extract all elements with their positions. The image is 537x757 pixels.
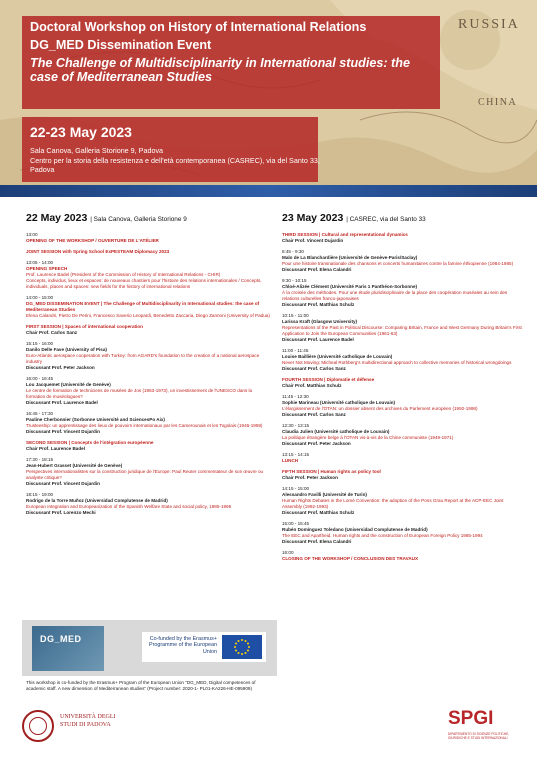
day2-line: FOURTH SESSION | Diplomatie et défense (282, 377, 375, 382)
day2-line: Discussant Prof. Peter Jackson (282, 441, 351, 446)
day2-line: 9:30 - 10:15 (282, 278, 307, 283)
day2-date: 23 May 2023 (282, 212, 344, 224)
map-label-russia: RUSSIA (458, 17, 520, 32)
day2-block (282, 486, 522, 516)
day1-line: Chair Prof. Carlos Sanz (26, 330, 78, 335)
day2-line: The EEC and Apartheid. Human rights and the construction of European Foreign Policy 1985-1994 (282, 533, 483, 538)
day2-line: 8:45 - 9:30 (282, 249, 304, 254)
day1-block (26, 295, 270, 319)
day1-date: 22 May 2023 (26, 212, 88, 224)
day1-block (26, 249, 270, 255)
day2-block (282, 232, 522, 244)
day2-block (282, 394, 522, 418)
day2-line: 12:30 - 13:15 (282, 423, 310, 428)
day2-line: Alessandro Favilli (Université de Turin) (282, 492, 367, 497)
day1-line: Discussant Prof. Vincent Dujardin (26, 481, 100, 486)
day2-line: 15:00 - 15:45 (282, 521, 310, 526)
event-subtitle: The Challenge of Multidisciplinarity in International studies: the case of Mediterranean Studies (30, 56, 410, 84)
day2-line: LUNCH (282, 458, 299, 463)
day1-line: Le centre de formation de techniciens de musées de Jos (1963-1973), un investissement de l'UNESCO dans la formation de muséologues? (26, 388, 253, 399)
cofunded-text: Co-funded by the Erasmus+ Programme of the European Union (148, 636, 217, 655)
day1-line: Euro-Atlantic aerospace cooperation with Turkey: from AGARD's foundation to the creation of a national aerospace industry (26, 353, 260, 364)
day1-line: Pauline Cherbonnier (Sorbonne Université and SciencesPo Aix) (26, 417, 165, 422)
spgi-logo-mark: SPGI (448, 708, 494, 729)
day1-line: European Integration and Europeanization of the Spanish Welfare State and social policy, 1985-1995 (26, 504, 232, 509)
dgmed-logo (32, 626, 104, 671)
unipd-logo (22, 710, 132, 748)
day1-line: OPENING OF THE WORKSHOP / OUVERTURE DE L'ATÉLIER (26, 238, 159, 243)
day2-line: FIFTH SESSION | Human rights as policy tool (282, 469, 381, 474)
day1-line: Discussant Prof. Lorenzo Mechi (26, 510, 96, 515)
day1-line: JOINT SESSION with Spring School ExPESTEAM Diplomacy 2023 (26, 249, 170, 254)
day2-line: 13:15 - 14:15 (282, 452, 310, 457)
day1-line: Jean-Hubert Grasset (Université de Genève) (26, 463, 123, 468)
day2-line: Rubén Domínguez Toledano (Universidad Complutense de Madrid) (282, 527, 428, 532)
day2-line: Never Not Moving: Micheal Rothberg's multidirectional approach to collective memories of historical wrongdoings (282, 360, 512, 365)
day1-line: Concepts, individus, lieux et espaces: de nouveaux chantiers pour l'histoire des relations internationales / Concepts, individuals, places and spaces: new fields for the history of international relations (26, 278, 262, 289)
day1-line: Perspectives internationalistes sur la construction juridique de l'Europe: Paul Reuter commentateur de son œuvre ou analyste critique? (26, 469, 264, 480)
venue-secondary: Centro per la storia della resistenza e dell'età contemporanea (CASREC), via del Santo 33, Padova (30, 156, 320, 174)
day1-line: OPENING SPEECH (26, 266, 68, 271)
day1-line: 15:15 - 16:00 (26, 341, 54, 346)
day2-line: Malo de La Blanchardière (Université de Genève-Paris/Saclay) (282, 255, 418, 260)
day2-line: Human Rights Debates in the Lomé Convention: the adoption of the Pons Grau Report at the ACP-EEC Joint Assembly (1992-1993) (282, 498, 504, 509)
day2-line: Chair Prof. Matthias Schulz (282, 383, 342, 388)
day2-line: Claudia Julien (Université catholique de Louvain) (282, 429, 390, 434)
venue-primary: Sala Canova, Galleria Storione 9, Padova (30, 146, 164, 155)
day1-block (26, 324, 270, 336)
day1-line: 14:00 - 15:00 (26, 295, 54, 300)
eu-flag-icon (222, 635, 262, 659)
day1-line: 16:00 - 16:45 (26, 376, 54, 381)
day1-line: Danilo Delle Fave (University of Pisa) (26, 347, 107, 352)
day1-line: Lou Jacquemet (Université de Genève) (26, 382, 111, 387)
day1-line: Discussant Prof. Vincent Dujardin (26, 429, 100, 434)
day2-line: Chloé-Alizée Clément (Université Paris 1 Panthéon-Sorbonne) (282, 284, 418, 289)
day1-block (26, 376, 270, 406)
day2-line: CLOSING OF THE WORKSHOP / CONCLUSION DES TRAVAUX (282, 556, 419, 561)
day2-column (282, 212, 522, 567)
day1-block (26, 341, 270, 371)
day2-line: Discussant Prof. Matthias Schulz (282, 302, 355, 307)
map-label-china: CHINA (478, 97, 518, 108)
dgmed-logo-text: DG_MED (40, 634, 82, 644)
day1-column (26, 212, 270, 521)
header-banner (0, 0, 537, 185)
day1-line: Rodrigo de la Torre Muñoz (Universidad Complutense de Madrid) (26, 498, 168, 503)
day2-line: Larissa Kraft (Glasgow University) (282, 319, 358, 324)
day2-block (282, 278, 522, 308)
day1-block (26, 440, 270, 452)
day1-line: Chair Prof. Laurence Badel (26, 446, 85, 451)
day2-line: 10:15 - 11:00 (282, 313, 309, 318)
workshop-title: Doctoral Workshop on History of International Relations (30, 20, 367, 34)
day2-line: La politique étrangère belge à l'OTAN vis-à-vis de la Chine communiste (1949-1971) (282, 435, 454, 440)
day1-heading (26, 212, 270, 224)
day2-line: Chair Prof. Vincent Dujardin (282, 238, 344, 243)
day2-block (282, 348, 522, 372)
day2-line: Discussant Prof. Elena Calandri (282, 267, 352, 272)
unipd-seal-icon (22, 710, 54, 742)
day2-block (282, 377, 522, 389)
day2-line: 11:45 - 12:30 (282, 394, 309, 399)
day2-line: Representations of the Past in Political Discourse: Comparing Britain, France and West Germany During Britain's First Application to Join the European Communities (1961-63) (282, 325, 522, 336)
day2-line: Louise Baillière (Université catholique de Louvain) (282, 354, 393, 359)
event-title: DG_MED Dissemination Event (30, 38, 212, 52)
day1-line: 13:00 (26, 232, 38, 237)
day2-line: Sophie Marineau (Université catholique de Louvain) (282, 400, 396, 405)
day2-line: Discussant Prof. Carlos Sanz (282, 412, 346, 417)
spgi-logo (448, 708, 518, 750)
day1-block (26, 411, 270, 435)
day1-program (26, 232, 270, 516)
day2-heading (282, 212, 522, 224)
day1-venue: | Sala Canova, Galleria Storione 9 (90, 216, 187, 223)
day2-block (282, 423, 522, 447)
day1-line: 16:45 - 17:30 (26, 411, 54, 416)
day2-line: Discussant Prof. Elena Calandri (282, 539, 352, 544)
day2-line: Discussant Prof. Matthias Schulz (282, 510, 355, 515)
day2-block (282, 452, 522, 464)
day2-line: Pour une histoire transnationale des chansons et concerts humanitaires contre la famine éthiopienne (1984-1985) (282, 261, 514, 266)
event-date: 22-23 May 2023 (30, 124, 132, 140)
day2-line: Chair Prof. Peter Jackson (282, 475, 338, 480)
day1-line: Discussant Prof. Laurence Badel (26, 400, 98, 405)
day2-line: L'élargissement de l'OTAN: un dossier absent des archives du Parlement européen (1992-1998) (282, 406, 478, 411)
day2-line: 11:00 - 11:45 (282, 348, 309, 353)
day2-line: Discussant Prof. Carlos Sanz (282, 366, 346, 371)
day1-block (26, 457, 270, 487)
day2-program (282, 232, 522, 562)
day2-block (282, 521, 522, 545)
day1-line: Prof. Laurence Badel (President of the Commission of History of International Relations - CHIR) (26, 272, 221, 277)
day2-block (282, 249, 522, 273)
day1-line: Elena Calandri, Pietro De Perini, Francesco Saverio Leopardi, Benedetto Zaccaria, Diego Zannoni (University of Padua) (26, 313, 270, 318)
spgi-department-name: DIPARTIMENTO DI SCIENZE POLITICHE, GIURIDICHE E STUDI INTERNAZIONALI (448, 732, 510, 740)
day1-block (26, 260, 270, 290)
day1-block (26, 232, 270, 244)
day1-line: Trusteeship: un apprentissage des lieux de pouvoirs internationaux par les Camerounais et les Togolais (1946-1959) (26, 423, 263, 428)
day2-line: À la croisée des méthodes. Pour une étude pluridisciplinaire de la place des coopération muséales au sein des relations culturelles franco-japonaises (282, 290, 508, 301)
day1-block (26, 492, 270, 516)
day2-line: 16:00 (282, 550, 294, 555)
day1-line: 17:30 - 18:15 (26, 457, 54, 462)
day2-venue: | CASREC, via del Santo 33 (346, 216, 426, 223)
day1-line: Discussant Prof. Peter Jackson (26, 365, 95, 370)
day2-line: THIRD SESSION | Cultural and representational dynamics (282, 232, 408, 237)
day2-block (282, 550, 522, 562)
day1-line: 18:15 - 19:00 (26, 492, 54, 497)
day2-line: Discussant Prof. Laurence Badel (282, 337, 354, 342)
day2-block (282, 469, 522, 481)
day1-line: SECOND SESSION | Concepts de l'intégration européenne (26, 440, 154, 445)
day1-line: 13:05 - 14:00 (26, 260, 54, 265)
day2-block (282, 313, 522, 343)
erasmus-cofunded-badge (142, 632, 266, 662)
funding-statement: This workshop is co-funded by the Erasmus+ Program of the European Union "DG_MED, Digital competences of academic staff. A new dimension of Mediterranean studies" (Project number: 2020-1- PL01-KA226-HE-095909) (26, 680, 256, 691)
blue-band (0, 185, 537, 197)
unipd-name: UNIVERSITÀ DEGLI STUDI DI PADOVA (60, 714, 116, 728)
day1-line: DG_MED DISSEMINATION EVENT | The Challenge of Multidisciplinarity in International studies: the case of Mediterranean Studies (26, 301, 260, 312)
day2-line: 14:15 - 15:00 (282, 486, 310, 491)
day1-line: FIRST SESSION | Spaces of international cooperation (26, 324, 143, 329)
